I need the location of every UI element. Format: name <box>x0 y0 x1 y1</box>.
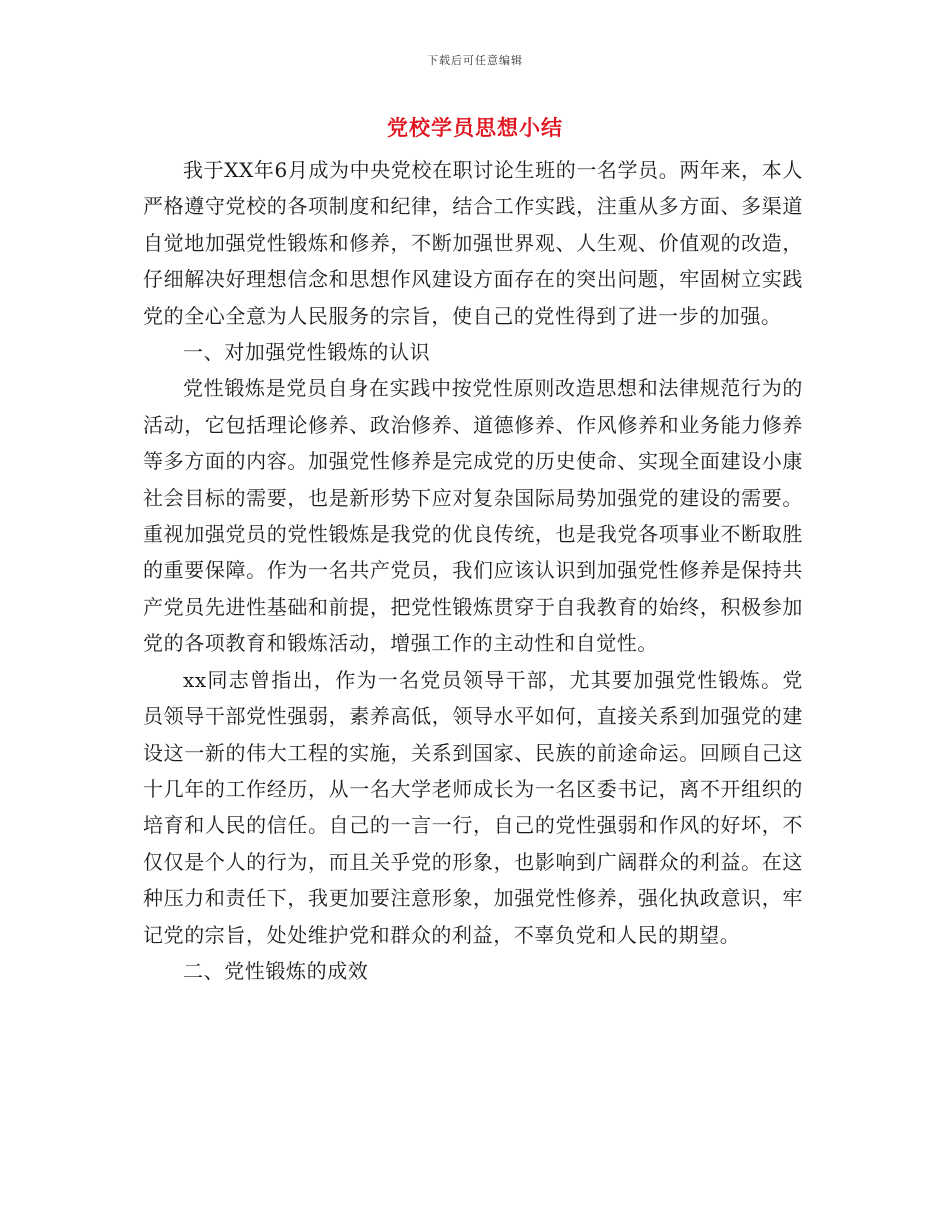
section-heading-2: 二、党性锻炼的成效 <box>183 958 369 983</box>
paragraph-intro: 我于XX年6月成为中央党校在职讨论生班的一名学员。两年来，本人严格遵守党校的各项制度和纪律，结合工作实践，注重从多方面、多渠道自觉地加强党性锻炼和修养，不断加强世界观、人生观、价值观的改造，仔细解决好理想信念和思想作风建设方面存在的突出问题，牢固树立实践党的全心全意为人民服务的宗旨，使自己的党性得到了进一步的加强。 <box>143 158 803 328</box>
document-body <box>143 152 803 989</box>
document-title: 党校学员思想小结 <box>387 115 563 140</box>
header-note: 下载后可任意编辑 <box>427 54 523 67</box>
paragraph-leadership: xx同志曾指出，作为一名党员领导干部，尤其要加强党性锻炼。党员领导干部党性强弱，素养高低，领导水平如何，直接关系到加强党的建设这一新的伟大工程的实施，关系到国家、民族的前途命运。回顾自己这十几年的工作经历，从一名大学老师成长为一名区委书记，离不开组织的培育和人民的信任。自己的一言一行，自己的党性强弱和作风的好坏，不仅仅是个人的行为，而且关乎党的形象，也影响到广阔群众的利益。在这种压力和责任下，我更加要注意形象，加强党性修养，强化执政意识，牢记党的宗旨，处处维护党和群众的利益，不辜负党和人民的期望。 <box>143 667 803 947</box>
section-heading-1: 一、对加强党性锻炼的认识 <box>183 340 431 365</box>
paragraph-party-spirit: 党性锻炼是党员自身在实践中按党性原则改造思想和法律规范行为的活动，它包括理论修养、政治修养、道德修养、作风修养和业务能力修养等多方面的内容。加强党性修养是完成党的历史使命、实现全面建设小康社会目标的需要，也是新形势下应对复杂国际局势加强党的建设的需要。重视加强党员的党性锻炼是我党的优良传统，也是我党各项事业不断取胜的重要保障。作为一名共产党员，我们应该认识到加强党性修养是保持共产党员先进性基础和前提，把党性锻炼贯穿于自我教育的始终，积极参加党的各项教育和锻炼活动，增强工作的主动性和自觉性。 <box>143 376 803 656</box>
